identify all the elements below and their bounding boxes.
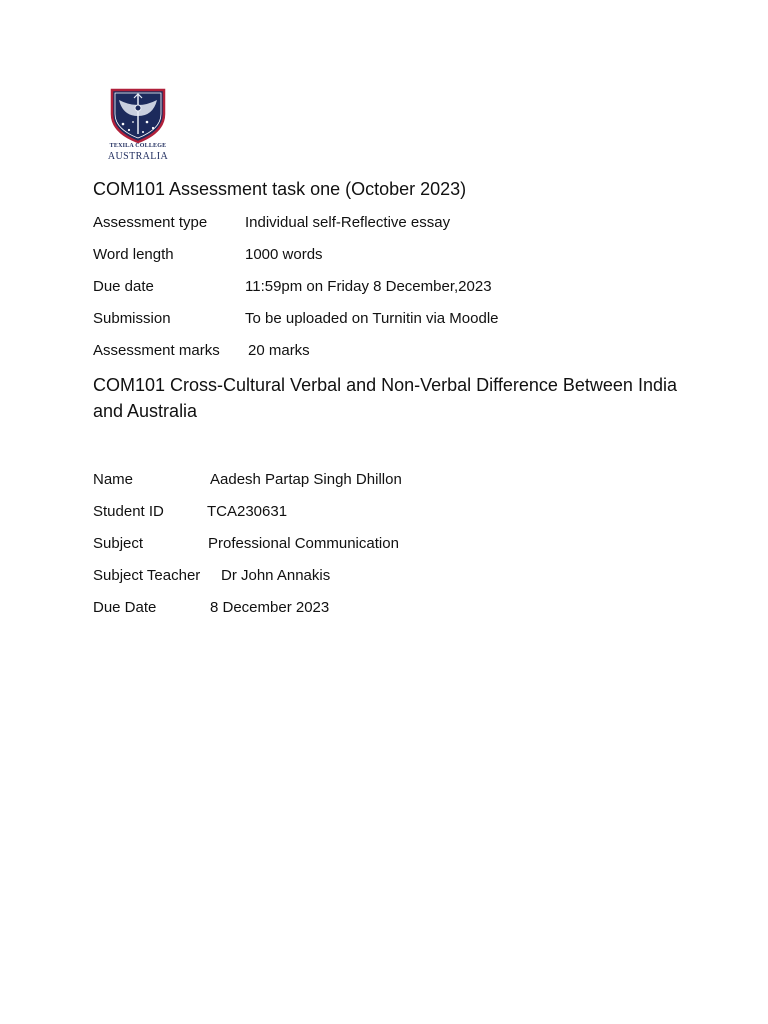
field-label: Submission <box>93 310 171 327</box>
field-value: TCA230631 <box>207 503 288 520</box>
field-label: Assessment marks <box>93 342 220 359</box>
crest-icon <box>103 86 173 144</box>
field-label: Name <box>93 471 134 488</box>
field-label: Due date <box>93 278 154 295</box>
field-value: Aadesh Partap Singh Dhillon <box>210 471 402 488</box>
college-logo <box>103 86 173 164</box>
field-label: Student ID <box>93 503 164 520</box>
field-label: Due Date <box>93 599 157 616</box>
field-value: To be uploaded on Turnitin via Moodle <box>245 310 499 327</box>
document-title: COM101 Assessment task one (October 2023) <box>93 179 467 199</box>
field-value: Individual self-Reflective essay <box>245 214 451 231</box>
field-label: Assessment type <box>93 214 208 231</box>
field-value: 20 marks <box>248 342 310 359</box>
field-label: Subject Teacher <box>93 567 201 584</box>
field-label: Subject <box>93 535 144 552</box>
field-value: 11:59pm on Friday 8 December,2023 <box>245 278 492 295</box>
field-value: Dr John Annakis <box>221 567 331 584</box>
field-value: 1000 words <box>245 246 323 263</box>
field-value: Professional Communication <box>208 535 399 552</box>
field-label: Word length <box>93 246 174 263</box>
field-value: 8 December 2023 <box>210 599 330 616</box>
logo-text-college: TEXILA COLLEGE <box>109 143 167 149</box>
essay-title: COM101 Cross-Cultural Verbal and Non-Verbal Difference Between India and Australia <box>93 375 677 421</box>
logo-text-country: AUSTRALIA <box>107 151 169 162</box>
